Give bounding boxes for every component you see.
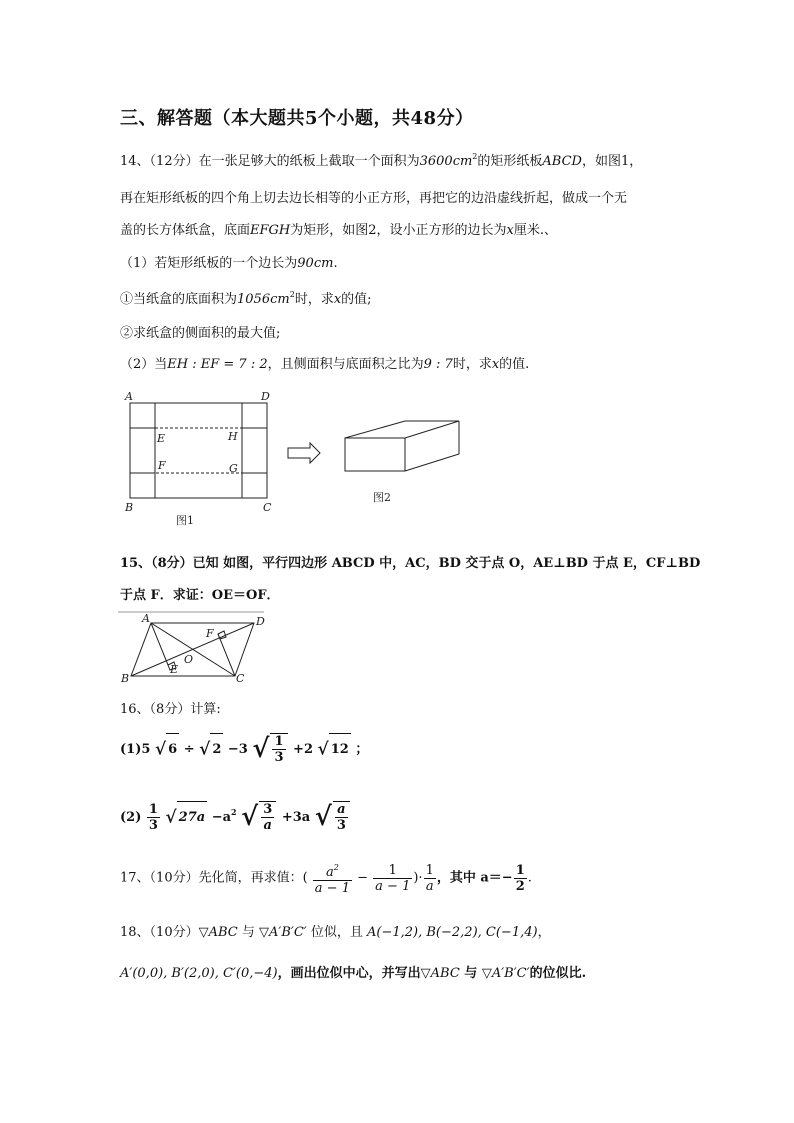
- fig1-label-A: A: [125, 390, 133, 403]
- q14-text: 时，求: [452, 357, 492, 372]
- sqrt-2: √ 2: [199, 733, 223, 766]
- frac-num: 1: [274, 734, 284, 750]
- radicand: 12: [329, 733, 351, 766]
- fig1-label-F: F: [158, 459, 166, 472]
- q14-text: 厘米.、: [513, 223, 558, 238]
- q15-label-C: C: [236, 672, 245, 685]
- section-title: 三、解答题（本大题共5个小题，共48分）: [120, 108, 474, 129]
- q16-p2-label: (2): [120, 810, 142, 825]
- q14-text: 14、（12分）在一张足够大的纸板上截取一个面积为: [120, 154, 420, 169]
- q18-line1: [120, 921, 551, 940]
- fig1-label-D: D: [261, 390, 270, 403]
- q14-var: x: [491, 357, 500, 372]
- q15-figure: [118, 608, 270, 688]
- q17-text: 17、（10分）先化简，再求值：(: [120, 870, 308, 886]
- frac-num: a: [335, 802, 348, 818]
- q15-diagonal-bd: [131, 623, 254, 676]
- q18-text: 位似，且: [306, 925, 368, 940]
- q16-expr2: [120, 796, 351, 834]
- q15-line2: 于点 F．求证：OE＝OF．: [120, 588, 280, 603]
- q18-text: 与: [459, 966, 482, 981]
- base: a: [325, 865, 334, 880]
- exponent: 2: [231, 807, 237, 817]
- q17-line: [120, 860, 532, 896]
- q14-sub1: ①当纸盒的底面积为$1056cm^2$时，求x的值;: [120, 290, 372, 307]
- q14-part2: [120, 353, 529, 372]
- q18-text: 的位似比.: [529, 966, 587, 981]
- q14-text: 盖的长方体纸盒，底面: [120, 223, 251, 238]
- radicand: 2: [210, 733, 223, 766]
- q18-text: 与: [237, 925, 259, 940]
- frac-num: 1: [148, 802, 158, 817]
- q15-label-F: F: [206, 627, 214, 640]
- q14-figures: [115, 386, 475, 526]
- q14-text: （2）当: [120, 357, 168, 372]
- q14-ratio2: 9 : 7: [423, 357, 453, 372]
- sqrt-frac-1-3: √ $\frac{1}{3}$: [252, 733, 288, 766]
- q15-label-B: B: [121, 672, 130, 685]
- q14-line3: [120, 219, 557, 238]
- frac-num: 1: [515, 862, 525, 878]
- q14-text: ，如图1，: [581, 154, 643, 169]
- q14-side-value: 90cm: [297, 256, 334, 271]
- q14-area-unit: cm: [452, 154, 473, 169]
- frac-den: 2: [515, 878, 525, 894]
- sqrt-27a: √ 27a: [165, 801, 207, 834]
- q14-text: 的值;: [341, 292, 372, 307]
- q15-perp-cf: [218, 634, 235, 676]
- q16-p1-label: (1)5: [120, 742, 151, 757]
- q15-perp-ae: [151, 623, 168, 665]
- op-minus: −: [357, 870, 369, 886]
- q14-text: 的值.: [499, 357, 530, 372]
- q18-triangle1: ▽ABC: [420, 966, 460, 981]
- q18-text: ，画出位似中心，并写出: [277, 966, 421, 981]
- q18-triangle1: ▽ABC: [198, 925, 238, 940]
- arrow-icon: [288, 443, 320, 463]
- q15-label-A: A: [142, 612, 150, 625]
- q14-part1: [120, 252, 338, 271]
- q18-line2: [120, 962, 586, 981]
- sqrt-6: √ 6: [155, 733, 179, 766]
- op-plus-coef: +2: [293, 742, 313, 757]
- fig1-label-C: C: [263, 501, 272, 514]
- q14-base-area: 1056: [237, 292, 271, 307]
- q14-base-name: EFGH: [250, 223, 291, 238]
- q14-text: .: [333, 256, 338, 271]
- frac-num: 1: [425, 862, 434, 878]
- sqrt-12: √ 12: [318, 733, 351, 766]
- q14-var: x: [333, 292, 342, 307]
- fig1-label-H: H: [228, 430, 238, 443]
- q15-right-angle-f: [218, 631, 226, 639]
- radicand: 6: [166, 733, 179, 766]
- frac-num: [313, 860, 352, 881]
- frac-den: a: [263, 818, 272, 834]
- frac-den: 3: [336, 818, 346, 834]
- q16-line1: 16、（8分）计算:: [120, 702, 221, 717]
- frac-den: a − 1: [314, 881, 350, 896]
- radicand: 27a: [177, 801, 208, 834]
- fig2-box: [345, 421, 459, 471]
- sqrt-frac-3-a: √ $\frac{3}{a}$: [241, 801, 277, 834]
- q14-rect-name: ABCD: [542, 154, 582, 169]
- fig1-label-E: E: [157, 432, 166, 445]
- q18-points1: A(−1,2), B(−2,2), C(−1,4): [367, 925, 538, 940]
- frac-num: 1: [373, 863, 412, 879]
- q15-label-D: D: [256, 615, 265, 628]
- q17-text: ，其中 a＝−: [436, 870, 513, 886]
- q14-text: （1）若矩形纸板的一个边长为: [120, 256, 298, 271]
- q18-points2: A′(0,0), B′(2,0), C′(0,−4): [120, 966, 278, 981]
- fig1-label-B: B: [125, 501, 134, 514]
- fig1-rectangle: [130, 403, 267, 498]
- frac-num: 3: [263, 802, 273, 818]
- frac-den: 3: [148, 818, 158, 833]
- op-minus-coef: −a: [211, 810, 232, 825]
- q17-text: )·: [413, 870, 423, 886]
- fig1-caption: 图1: [176, 514, 194, 526]
- q16-expr1: [120, 733, 368, 766]
- q18-text: 18、（10分）: [120, 925, 199, 940]
- q14-line2: 再在矩形纸板的四个角上切去边长相等的小正方形，再把它的边沿虚线折起，做成一个无: [120, 191, 628, 206]
- q14-text: ①当纸盒的底面积为: [120, 292, 238, 307]
- fig2-caption: 图2: [373, 491, 391, 504]
- q14-var: x: [506, 223, 514, 238]
- exponent: 2: [333, 863, 339, 872]
- op-divide: ÷: [183, 742, 200, 757]
- frac-den: 3: [274, 750, 284, 766]
- punct: ，: [537, 925, 551, 940]
- q15-line1: 15、（8分）已知 如图，平行四边形 ABCD 中，AC，BD 交于点 O，AE⊥BD 于点 E，CF⊥BD: [120, 556, 701, 571]
- q14-ratio1: EH : EF = 7 : 2: [167, 357, 268, 372]
- q14-text: ，且侧面积与底面积之比为: [267, 357, 424, 372]
- sqrt-frac-a-3: √ $\frac{a}{3}$: [315, 801, 351, 834]
- fig1-label-G: G: [229, 462, 238, 475]
- q14-text: 时，求: [294, 292, 334, 307]
- q14-base-unit: cm: [270, 292, 290, 307]
- q14-text: 为矩形，如图2，设小正方形的边长为: [290, 223, 507, 238]
- q14-line1: 14、（12分）在一张足够大的纸板上截取一个面积为$3600cm^2$的矩形纸板ABCD，如图1，: [120, 152, 643, 169]
- punct: ；: [355, 742, 369, 757]
- q14-sub2: ②求纸盒的侧面积的最大值;: [120, 326, 281, 341]
- q15-label-O: O: [184, 653, 194, 666]
- op-plus-coef: +3a: [281, 810, 311, 825]
- punct: .: [527, 870, 532, 886]
- q15-label-E: E: [170, 663, 179, 676]
- q18-triangle2: ▽A′B′C′: [481, 966, 530, 981]
- q18-triangle2: ▽A′B′C′: [259, 925, 307, 940]
- frac-den: a − 1: [375, 878, 411, 894]
- q14-text: 的矩形纸板: [477, 154, 543, 169]
- frac-den: a: [425, 878, 434, 894]
- q14-area-value: 3600: [419, 154, 453, 169]
- op-minus-coef: −3: [227, 742, 248, 757]
